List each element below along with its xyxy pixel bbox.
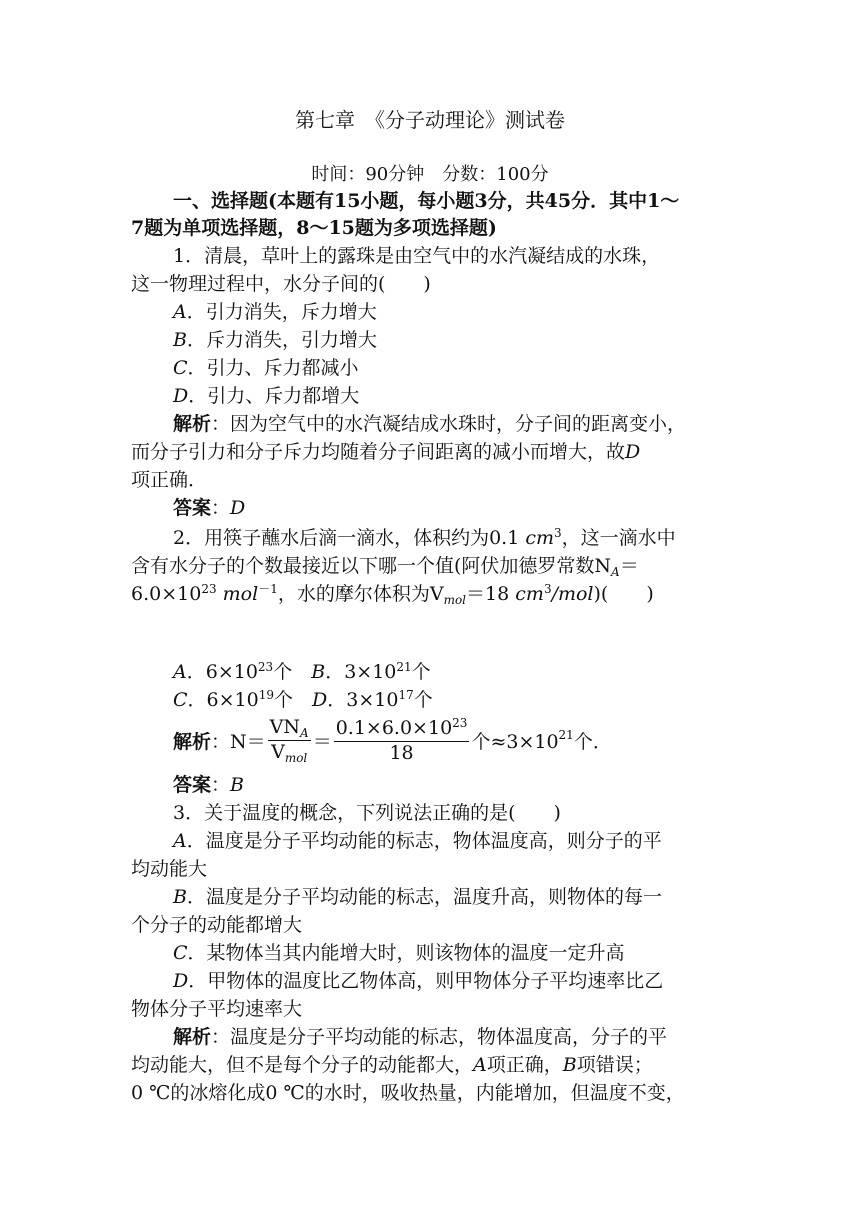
q3-option-b-line1: B．温度是分子平均动能的标志，温度升高，则物体的每一 [173,886,662,908]
q2-stem-line2: 含有水分子的个数最接近以下哪一个值(阿伏加德罗常数$N_A=$ [131,555,639,579]
q1-analysis-line1: 解析：因为空气中的水汽凝结成水珠时，分子间的距离变小， [173,413,687,435]
q2-options-cd: C．$6\times 10^{19}$个 D．$3\times 10^{17}$个 [173,688,433,711]
q3-option-a-line2: 均动能大 [131,858,208,880]
q1-stem-line1: 1．清晨，草叶上的露珠是由空气中的水汽凝结成的水珠， [173,245,661,267]
q1-analysis-line2: 而分子引力和分子斥力均随着分子间距离的减小而增大，故D [131,441,641,463]
q3-stem: 3．关于温度的概念，下列说法正确的是( ) [173,802,561,824]
q2-options-ab: A．$6\times 10^{23}$个 B．$3\times 10^{21}$个 [173,660,431,683]
q2-analysis-formula: 解析：N＝ $\frac{VN_A}{V_{mol}}$ ＝ $\frac{0.1\times 6.0\times 10^{23}}{18}$ 个$\approx 3\times 10^{21}$个． [173,716,612,765]
q3-analysis-line2: 均动能大，但不是每个分子的动能都大，A项正确，B项错误； [131,1054,653,1076]
q2-stem-line1: 2．用筷子蘸水后滴一滴水，体积约为0.1 $cm^3$，这一滴水中 [173,526,676,549]
q1-option-a: A．引力消失，斥力增大 [173,301,377,323]
q1-stem-line2: 这一物理过程中，水分子间的( ) [131,273,431,295]
q1-option-b: B．斥力消失，引力增大 [173,329,377,351]
q1-option-d: D．引力、斥力都增大 [173,385,360,407]
q1-answer: 答案：D [173,497,246,519]
exam-meta: 时间：90分钟 分数：100分 [311,164,549,185]
q3-analysis-line3: 0 ℃的冰熔化成0 ℃的水时，吸收热量，内能增加，但温度不变， [131,1082,685,1104]
section-heading-line1: 一、选择题(本题有15小题，每小题3分，共45分．其中1～ [173,190,680,212]
q2-stem-line3: $6.0\times 10^{23}$ mol$^{-1}$，水的摩尔体积为$V_{mol}=18$ $cm^3/mol$)( ) [131,582,654,607]
q3-option-d-line2: 物体分子平均速率大 [131,998,303,1020]
q1-analysis-line3: 项正确． [131,469,208,491]
q3-option-a-line1: A．温度是分子平均动能的标志，物体温度高，则分子的平 [173,830,662,852]
fraction-numeric: $\frac{0.1\times 6.0\times 10^{23}}{18}$ [335,716,468,764]
q3-option-b-line2: 个分子的动能都增大 [131,914,303,936]
page-title: 第七章 《分子动理论》测试卷 [295,108,565,132]
q3-option-d-line1: D．甲物体的温度比乙物体高，则甲物体分子平均速率比乙 [173,970,664,992]
fraction-vna-over-vmol: $\frac{VN_A}{V_{mol}}$ [269,716,309,765]
q3-analysis-line1: 解析：温度是分子平均动能的标志，物体温度高，分子的平 [173,1026,668,1048]
q1-option-c: C．引力、斥力都减小 [173,357,359,379]
q2-answer: 答案：B [173,774,244,796]
section-heading-line2: 7题为单项选择题，8～15题为多项选择题) [131,217,497,239]
q3-option-c: C．某物体当其内能增大时，则该物体的温度一定升高 [173,942,625,964]
